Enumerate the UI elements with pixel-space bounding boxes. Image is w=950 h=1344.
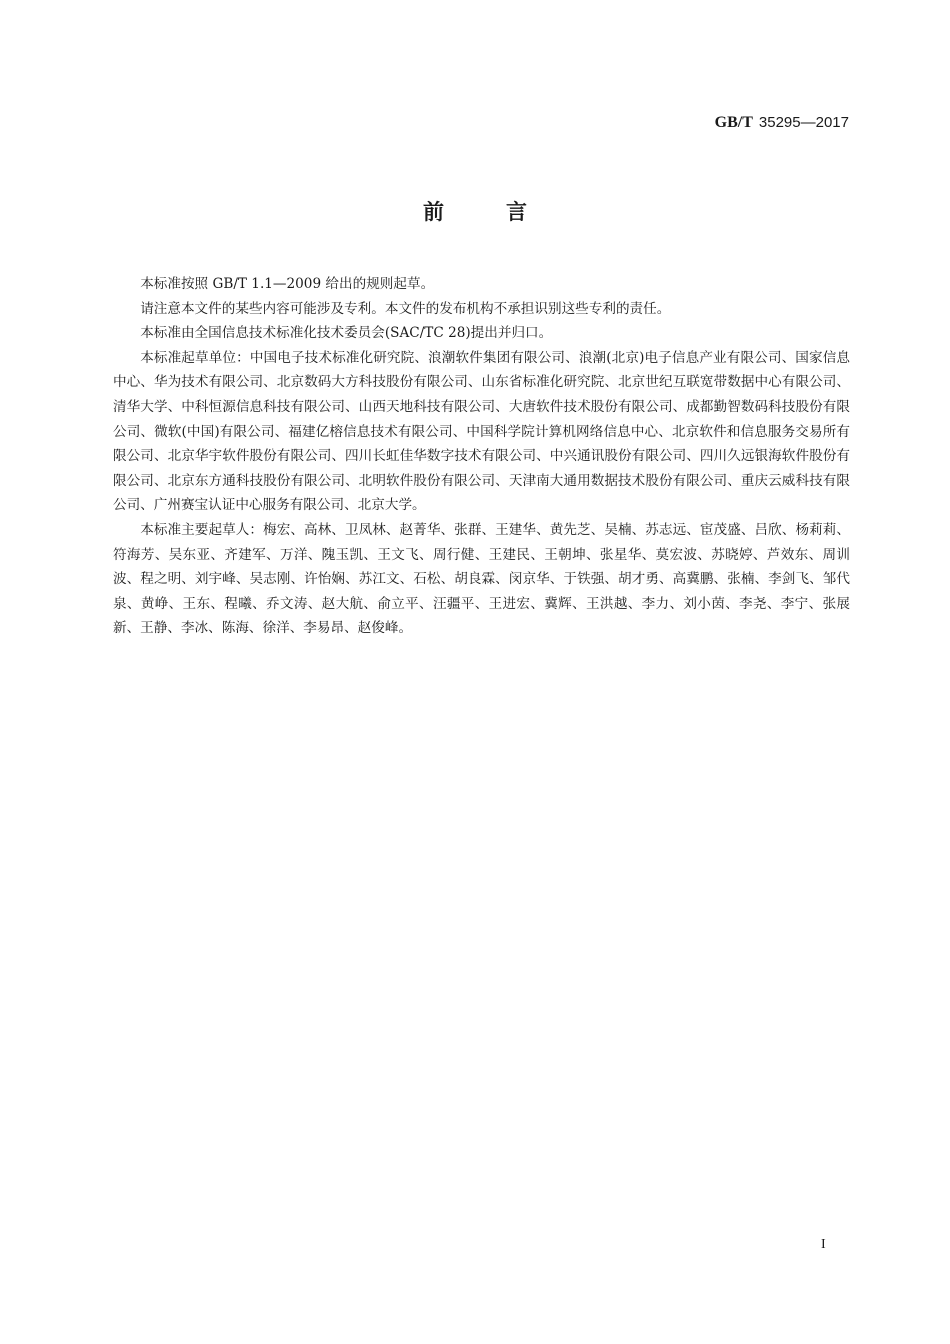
paragraph-drafting-rules: 本标准按照 GB/T 1.1—2009 给出的规则起草。 xyxy=(140,276,435,292)
standard-number: 35295—2017 xyxy=(758,114,849,131)
page-number: I xyxy=(821,1237,826,1252)
page-title: 前言 xyxy=(423,200,589,224)
foreword-body xyxy=(113,272,850,641)
paragraph-proposer: 本标准由全国信息技术标准化技术委员会(SAC/TC 28)提出并归口。 xyxy=(140,325,553,342)
paragraph-drafting-units: 本标准起草单位：中国电子技术标准化研究院、浪潮软件集团有限公司、浪潮(北京)电子信息产业有限公司、国家信息中心、华为技术有限公司、北京数码大方科技股份有限公司、山东省标准化研究院、北京世纪互联宽带数据中心有限公司、清华大学、中科恒源信息科技有限公司、山西天地科技有限公司、大唐软件技术股份有限公司、成都勤智数码科技股份有限公司、微软(中国)有限公司、福建亿榕信息技术有限公司、中国科学院计算机网络信息中心、北京软件和信息服务交易所有限公司、北京华宇软件股份有限公司、四川长虹佳华数字技术有限公司、中兴通讯股份有限公司、四川久远银海软件股份有限公司、北京东方通科技股份有限公司、北明软件股份有限公司、天津南大通用数据技术股份有限公司、重庆云威科技有限公司、广州赛宝认证中心服务有限公司、北京大学。 xyxy=(113,349,850,514)
standard-code-header xyxy=(715,113,849,132)
paragraph-patent-notice: 请注意本文件的某些内容可能涉及专利。本文件的发布机构不承担识别这些专利的责任。 xyxy=(140,300,671,317)
paragraph-main-drafters: 本标准主要起草人：梅宏、高林、卫凤林、赵菁华、张群、王建华、黄先芝、吴楠、苏志远、宦茂盛、吕欣、杨莉莉、符海芳、吴东亚、齐建军、万洋、隗玉凯、王文飞、周行健、王建民、王朝坤、张星华、莫宏波、苏晓婷、芦效东、周训波、程之明、刘宇峰、吴志刚、许怡娴、苏江文、石松、胡良霖、闵京华、于铁强、胡才勇、高冀鹏、张楠、李剑飞、邹代泉、黄峥、王东、程曦、乔文涛、赵大航、俞立平、汪疆平、王进宏、冀辉、王洪越、李力、刘小茵、李尧、李宁、张展新、王静、李冰、陈海、徐洋、李易昂、赵俊峰。 xyxy=(113,521,850,637)
standard-prefix: GB/T xyxy=(714,114,753,131)
